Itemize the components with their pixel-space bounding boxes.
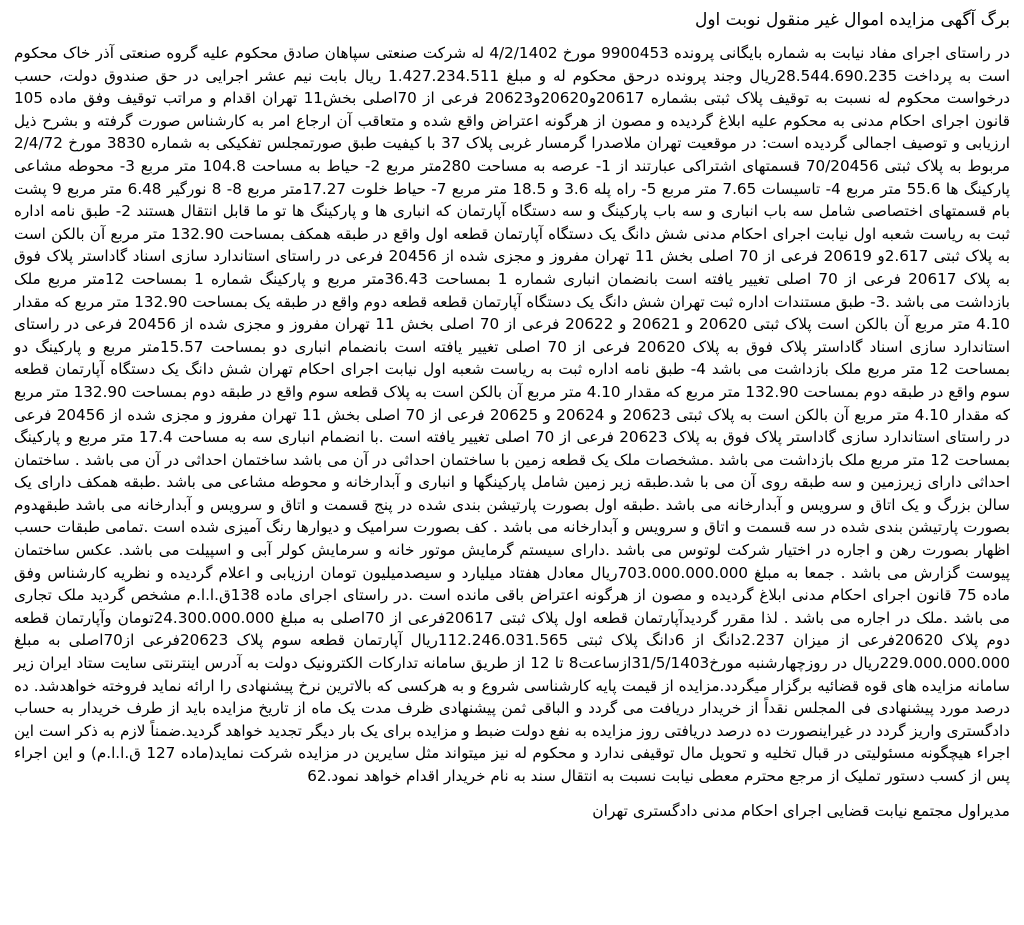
notice-body: در راستای اجرای مفاد نیابت به شماره بایگانی پرونده 9900453 مورخ 4/2/1402 له شرکت صنعتی سپاهان صادق محکوم علیه گروه صنعتی آذر خاک محکوم است به پرداخت 28.544.690.235ریال وجند پرونده درحق محکوم له و مبلغ 1.427.234.511 ریال بابت نیم عشر اجرایی در حق صندوق دولت، حسب درخواست محکوم له نسبت به توقیف پلاک ثبتی بشماره 20617و20620و20623 فرعی از 70اصلی بخش11 تهران اقدام و مراتب توقیف وفق ماده 105 قانون اجرای احکام مدنی به محکوم علیه ابلاغ گردیده و مصون از هرگونه اعتراض واقع شده و متعاقب آن ارجاع امر به کارشناس صورت گرفته و بشرح ذیل ارزیابی و توصیف اجمالی گردیده است: در موقعیت تهران ملاصدرا گرمسار غربی پلاک 37 با کیفیت طبق صورتمجلس تفکیکی به شماره 3830 مورخ 2/4/72 مربوط به پلاک ثبتی 70/20456 قسمتهای اشتراکی عبارتند از 1- عرصه به مساحت 280متر مربع 2- حیاط به مساحت 104.8 متر مربع 3- محوطه مشاعی پارکینگ ها 55.6 متر مربع 4- تاسیسات 7.65 متر مربع 5- راه پله 3.6 و 18.5 متر مربع 7- حیاط خلوت 17.27متر مربع 8- 8 نورگیر 6.48 متر مربع 9 پشت بام قسمتهای اختصاصی شامل سه باب انباری و سه باب پارکینگ و سه دستگاه آپارتمان که انباری ها و پارکینگ ها تو ما قابل انتقال هستند 2- طبق نامه اداره ثبت به ریاست شعبه اول نیابت اجرای احکام مدنی شش دانگ یک دستگاه آپارتمان قطعه اول واقع در طبقه همکف بمساحت 132.90 متر مربع آن بالکن است به پلاک ثبتی 2.617و 20619 فرعی از 70 اصلی بخش 11 تهران مفروز و مجزی شده از 20456 فرعی در راستای استاندارد سازی اسناد گاداستر پلاک فوق به پلاک 20617 فرعی از 70 اصلی تغییر یافته است بانضمان انباری شماره 1 بمساحت 36.43متر مربع و پارکینگ شماره 1 بمساحت 12متر مربع ملک بازداشت می باشد .3- طبق مستندات اداره ثبت تهران شش دانگ یک دستگاه آپارتمان قطعه قطعه دوم واقع در طبقه یک بمساحت 132.90 متر مربع که مقدار 4.10 متر مربع آن بالکن است پلاک ثبتی 20620 و 20621 و 20622 فرعی از 70 اصلی بخش 11 تهران مفروز و مجزی شده از 20456 فرعی در راستای استاندارد سازی اسناد گاداستر پلاک فوق به پلاک 20620 فرعی از 70 اصلی تغییر یافته است بانضمام انباری دو بمساحت 15.57متر مربع و پارکینگ دو بمساحت 12 متر مربع ملک بازداشت می باشد 4- طبق نامه اداره ثبت به ریاست شعبه اول نیابت اجرای احکام تهران شش دانگ یک دستگاه آپارتمان قطعه سوم واقع در طبقه دوم بمساحت 132.90 متر مربع که مقدار 4.10 متر مربع آن بالکن است به پلاک قطعه سوم واقع در طبقه دوم بمساحت 132.90 متر مربع که مقدار 4.10 متر مربع آن بالکن است به پلاک ثبتی 20623 و 20624 و 20625 فرعی از 70 اصلی بخش 11 تهران مفروز و مجزی شده از 20456 فرعی در راستای استاندارد سازی گاداستر پلاک فوق به پلاک 20623 فرعی از 70 اصلی تغییر یافته است .با انضمام انباری سه به مساحت 17.4 متر مربع و پارکینگ بمساحت 12 متر مربع ملک بازداشت می باشد .مشخصات ملک یک قطعه زمین با ساختمان احداثی در آن می باشد ساختمان احداثی در آن می باشد . ساختمان احداثی دارای زیرزمین و سه طبقه روی آن می با شد.طبقه زیر زمین شامل پارکینگها و انباری و آبدارخانه و محوطه مشاعی می باشد .طبقه همکف دارای یک سالن بزرگ و یک اتاق و سرویس و آبدارخانه می باشد .طبقه اول بصورت پارتیشن بندی شده در پنج قسمت و اتاق و سرویس و آبدارخانه می باشد طبقهدوم بصورت پارتیشن بندی شده در سه قسمت و اتاق و سرویس و آبدارخانه می باشد . کف بصورت سرامیک و دیوارها رنگ آمیزی شده است .تمامی طبقات حسب اظهار بصورت رهن و اجاره در اختیار شرکت لوتوس می باشد .دارای سیستم گرمایش موتور خانه و سرمایش کولر آبی و اسپیلت می باشد. عکس ساختمان پیوست گزارش می باشد . جمعا به مبلغ 703.000.000.000ریال معادل هفتاد میلیارد و سیصدمیلیون تومان ارزیابی و اعلام گردیده و نظریه کارشناس وفق ماده 75 قانون اجرای احکام مدنی ابلاغ گردیده و مصون از هرگونه اعتراض باقی مانده است .در راستای اجرای ماده 138ق.ا.ا.م مشخص گردید ملک تجاری می باشد .ملک در اجاره می باشد . لذا مقرر گردیدآپارتمان قطعه اول پلاک ثبتی 20617فرعی از 70اصلی به مبلغ 24.300.000.000تومان وآپارتمان قطعه دوم پلاک 20620فرعی از میزان 2.237دانگ از 6دانگ پلاک ثبتی 112.246.031.565ریال آپارتمان قطعه سوم پلاک 20623فرعی از70اصلی به مبلغ 229.000.000.000ریال در روزچهارشنبه مورخ31/5/1403ازساعت8 تا 12 از طریق سامانه تدارکات الکترونیک دولت به آدرس اینترنتی سایت ستاد ایران زیر سامانه مزایده های قوه قضائیه برگزار میگردد.مزایده از قیمت پایه کارشناسی شروع و به هرکسی که بالاترین نرخ پیشنهادی را ارائه نماید فروخته خواهدشد. ده درصد مورد پیشنهادی فی المجلس نقداً از خریدار دریافت می گردد و الباقی ثمن پیشنهادی ظرف مدت یک ماه از تاریخ مزایده باید از طرف خریدار به حساب دادگستری واریز گردد در غیراینصورت ده درصد دریافتی روز مزایده به نفع دولت ضبط و مزایده برای یک بار دیگر تجدید خواهد گردید.ضمناً لازم به ذکر است این اجراء هیچگونه مسئولیتی در قبال تخلیه و تحویل مال توقیفی ندارد و محکوم له نیز میتواند مثل سایرین در مزایده شرکت نماید(ماده 127 ق.ا.ا.م) و این اجراء پس از کسب دستور تملیک از مرجع محترم معطی نیابت نسبت به انتقال سند به نام خریدار اقدام خواهد نمود.62 (14, 44, 1011, 785)
notice-title: برگ آگهی مزایده اموال غیر منقول نوبت اول (694, 10, 1010, 30)
notice-signature: مدیراول مجتمع نیابت قضایی اجرای احکام مدنی دادگستری تهران (592, 801, 1010, 820)
